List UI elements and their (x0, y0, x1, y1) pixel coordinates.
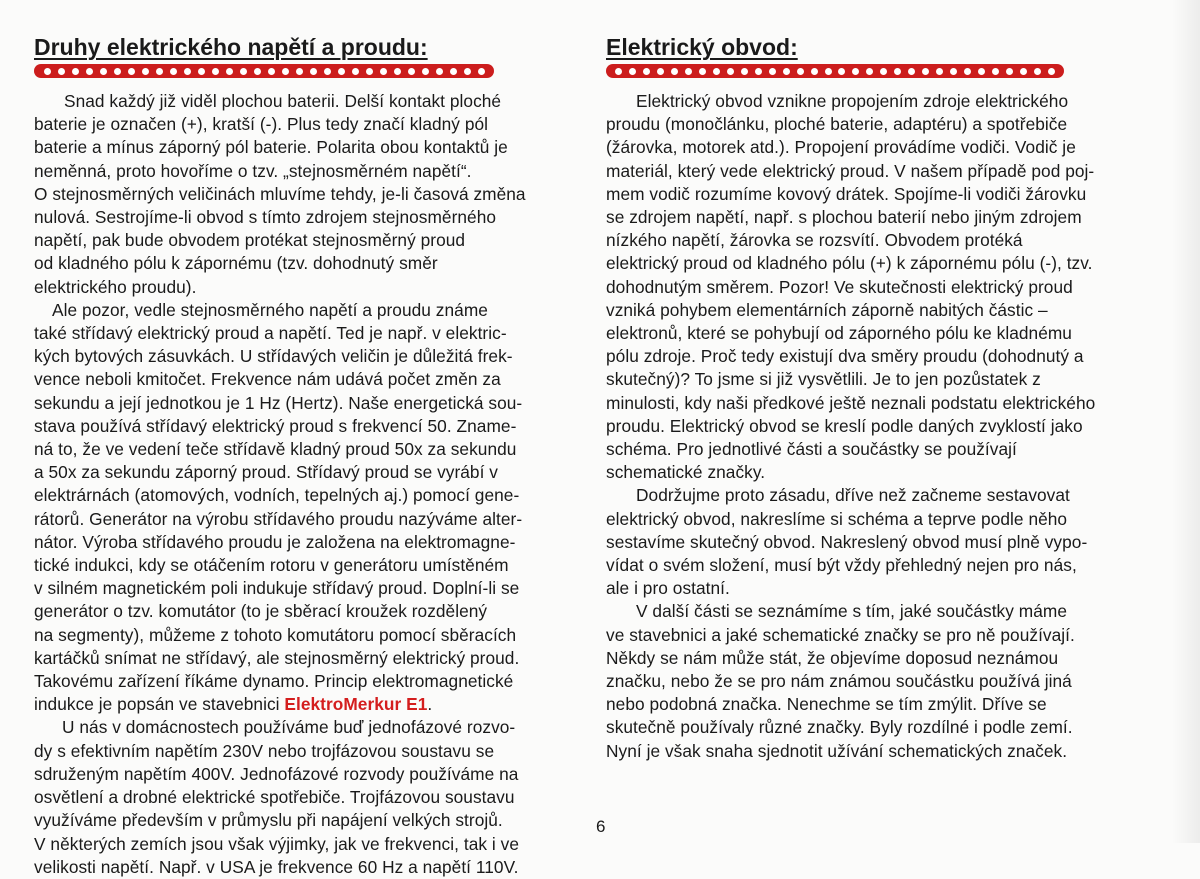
left-heading: Druhy elektrického napětí a proudu: (34, 34, 428, 60)
paragraph-line: vídat o svém složení, musí být vždy přehledný nejen pro nás, (606, 555, 1077, 576)
paragraph-line: dy s efektivním napětím 230V nebo trojfázovou soustavu se (34, 740, 495, 761)
paragraph-line: také střídavý elektrický proud a napětí. Ted je např. v elektric- (34, 323, 507, 344)
paragraph-line: nebo podobná značka. Nenechme se tím zmýlit. Dříve se (606, 694, 1047, 715)
divider-dot (936, 68, 943, 75)
divider-dot (657, 68, 664, 75)
divider-dot (713, 68, 720, 75)
divider-dot (769, 68, 776, 75)
divider-dot (128, 68, 135, 75)
divider-dot (58, 68, 65, 75)
divider-dot (394, 68, 401, 75)
divider-dot (184, 68, 191, 75)
divider-dot (142, 68, 149, 75)
divider-dot (908, 68, 915, 75)
divider-dot (894, 68, 901, 75)
divider-dot (992, 68, 999, 75)
paragraph-line: elektrický proud od kladného pólu (+) k zápornému pólu (-), tzv. (606, 253, 1093, 274)
paragraph-line: skutečně používaly různé značky. Byly rozdílné i podle zemí. (606, 717, 1073, 738)
divider-dot (282, 68, 289, 75)
paragraph-line (34, 693, 526, 716)
paragraph-line: baterie je označen (+), kratší (-). Plus tedy značí kladný pól (34, 114, 489, 135)
divider-dot (44, 68, 51, 75)
paragraph-line: generátor o tzv. komutátor (to je sběrací kroužek rozdělený (34, 601, 488, 622)
divider-dot (964, 68, 971, 75)
divider-dot (170, 68, 177, 75)
divider-dot (838, 68, 845, 75)
line-text: indukce je popsán ve stavebnici (34, 694, 285, 715)
divider-dot (296, 68, 303, 75)
divider-dot (268, 68, 275, 75)
divider-dot (212, 68, 219, 75)
divider-dot (950, 68, 957, 75)
paragraph-line: sekundu a její jednotkou je 1 Hz (Hertz). Naše energetická sou- (34, 392, 523, 413)
left-body-text (34, 90, 526, 879)
paragraph-line: rátorů. Generátor na výrobu střídavého proudu nazýváme alter- (34, 508, 523, 529)
paragraph-line: ale i pro ostatní. (606, 578, 730, 599)
divider-dot (741, 68, 748, 75)
paragraph-line: kartáčků snímat ne střídavý, ale stejnosměrný elektrický proud. (34, 647, 520, 668)
paragraph-line: V některých zemích jsou však výjimky, jak ve frekvenci, tak i ve (34, 833, 519, 854)
paragraph-line: se zdrojem napětí, např. s plochou baterií nebo jiným zdrojem (606, 207, 1082, 228)
divider-dot (100, 68, 107, 75)
paragraph-line: materiál, který vede elektrický proud. V našem případě pod poj- (606, 160, 1095, 181)
paragraph-line: proudu (monočlánku, ploché baterie, adaptéru) a spotřebiče (606, 114, 1068, 135)
paragraph-line: V další části se seznámíme s tím, jaké součástky máme (636, 601, 1067, 622)
paragraph-line: nízkého napětí, žárovka se rozsvítí. Obvodem protéká (606, 230, 1023, 251)
paragraph-line: využíváme především v průmyslu při napájení velkých strojů. (34, 810, 503, 831)
divider-dot (1048, 68, 1055, 75)
divider-dot (408, 68, 415, 75)
paragraph-line: mem vodič rozumíme kovový drátek. Spojíme-li vodiči žárovku (606, 183, 1087, 204)
paragraph-line: stava používá střídavý elektrický proud s frekvencí 50. Zname- (34, 415, 517, 436)
divider-dot (86, 68, 93, 75)
page-number: 6 (596, 817, 606, 836)
divider-dot (72, 68, 79, 75)
divider-dot (254, 68, 261, 75)
paragraph-line: vzniká pohybem elementárních záporně nabitých částic – (606, 299, 1048, 320)
divider-dot (685, 68, 692, 75)
paragraph-line: sestavíme skutečný obvod. Nakreslený obvod musí plně vypo- (606, 531, 1088, 552)
right-dotted-divider (606, 64, 1064, 78)
paragraph-line: proudu. Elektrický obvod se kreslí podle daných zvyklostí jako (606, 415, 1083, 436)
divider-dot (156, 68, 163, 75)
divider-dot (436, 68, 443, 75)
right-body-text (606, 90, 1095, 763)
divider-dot (366, 68, 373, 75)
brand-name: ElektroMerkur E1 (284, 694, 428, 715)
paragraph-line: nulová. Sestrojíme-li obvod s tímto zdrojem stejnosměrného (34, 207, 497, 228)
paragraph-line: Někdy se nám může stát, že objevíme doposud neznámou (606, 647, 1059, 668)
divider-dot (464, 68, 471, 75)
paragraph-line: napětí, pak bude obvodem protékat stejnosměrný proud (34, 230, 466, 251)
divider-dot (240, 68, 247, 75)
paragraph-line: skutečný)? To jsme si již vysvětlili. Je to jen pozůstatek z (606, 369, 1041, 390)
divider-dot (811, 68, 818, 75)
paragraph-line: sdruženým napětím 400V. Jednofázové rozvody používáme na (34, 763, 519, 784)
paragraph-line: Snad každý již viděl plochou baterii. Delší kontakt ploché (64, 91, 502, 111)
divider-dot (380, 68, 387, 75)
paragraph-line: elektrický obvod, nakreslíme si schéma a teprve podle něho (606, 508, 1068, 529)
divider-dot (198, 68, 205, 75)
divider-dot (1020, 68, 1027, 75)
paragraph-line: na segmenty), můžeme z tohoto komutátoru pomocí sběracích (34, 624, 517, 645)
paragraph-line: (žárovka, motorek atd.). Propojení provádíme vodiči. Vodič je (606, 137, 1076, 158)
paragraph-line: dohodnutým směrem. Pozor! Ve skutečnosti elektrický proud (606, 276, 1073, 297)
paragraph-line: Takovému zařízení říkáme dynamo. Princip elektromagnetické (34, 671, 514, 692)
divider-dot (825, 68, 832, 75)
divider-dot (755, 68, 762, 75)
divider-dot (797, 68, 804, 75)
divider-dot (880, 68, 887, 75)
paragraph-line: neměnná, proto hovoříme o tzv. „stejnosměrném napětí“. (34, 160, 472, 181)
paragraph-line: nátor. Výroba střídavého proudu je založena na elektromagne- (34, 531, 516, 552)
paragraph-line: ve stavebnici a jaké schematické značky se pro ně používají. (606, 624, 1075, 645)
paragraph-line: vence neboli kmitočet. Frekvence nám udává počet změn za (34, 369, 501, 390)
divider-dot (922, 68, 929, 75)
divider-dot (1034, 68, 1041, 75)
paragraph-line: ná to, že ve vedení teče střídavě kladný proud 50x za sekundu (34, 439, 517, 460)
divider-dot (866, 68, 873, 75)
divider-dot (338, 68, 345, 75)
paragraph-line: osvětlení a drobné elektrické spotřebiče. Trojfázovou soustavu (34, 787, 515, 808)
divider-dot (114, 68, 121, 75)
divider-dot (352, 68, 359, 75)
paragraph-line: kých bytových zásuvkách. U střídavých veličin je důležitá frek- (34, 346, 513, 367)
divider-dot (671, 68, 678, 75)
paragraph-line: velikosti napětí. Např. v USA je frekvence 60 Hz a napětí 110V. (34, 856, 519, 877)
divider-dot (310, 68, 317, 75)
paragraph-line: Dodržujme proto zásadu, dříve než začneme sestavovat (636, 485, 1070, 506)
left-dotted-divider (34, 64, 494, 78)
line-end: . (427, 694, 433, 715)
paragraph-line: pólu zdroje. Proč tedy existují dva směry proudu (dohodnutý a (606, 346, 1084, 367)
right-heading: Elektrický obvod: (606, 34, 798, 60)
paragraph-line: elektronů, které se pohybují od záporného pólu ke kladnému (606, 323, 1072, 344)
divider-dot (643, 68, 650, 75)
divider-dot (324, 68, 331, 75)
paragraph-line: elektrického proudu). (34, 276, 197, 297)
paragraph-line: elektrárnách (atomových, vodních, tepelných aj.) pomocí gene- (34, 485, 520, 506)
paragraph-line: schéma. Pro jednotlivé části a součástky se používají (606, 439, 1017, 460)
divider-dot (422, 68, 429, 75)
paragraph-line: U nás v domácnostech používáme buď jednofázové rozvo- (62, 717, 516, 738)
paragraph-line: Nyní je však snaha sjednotit užívání schematických značek. (606, 740, 1068, 761)
divider-dot (1006, 68, 1013, 75)
paragraph-line: značku, nebo že se pro nám známou součástku používá jiná (606, 671, 1072, 692)
paragraph-line: tické indukci, kdy se otáčením rotoru v generátoru umístěném (34, 555, 509, 576)
paragraph-line: od kladného pólu k zápornému (tzv. dohodnutý směr (34, 253, 438, 274)
divider-dot (615, 68, 622, 75)
divider-dot (699, 68, 706, 75)
paragraph-line: v silném magnetickém poli indukuje střídavý proud. Doplní-li se (34, 578, 520, 599)
divider-dot (852, 68, 859, 75)
page-edge-shadow (1172, 0, 1200, 843)
divider-dot (783, 68, 790, 75)
paragraph-line: baterie a mínus záporný pól baterie. Polarita obou kontaktů je (34, 137, 508, 158)
paragraph-line: O stejnosměrných veličinách mluvíme tehdy, je-li časová změna (34, 183, 526, 204)
divider-dot (478, 68, 485, 75)
divider-dot (450, 68, 457, 75)
divider-dot (226, 68, 233, 75)
paragraph-line: schematické značky. (606, 462, 766, 483)
divider-dot (978, 68, 985, 75)
paragraph-line: Elektrický obvod vznikne propojením zdroje elektrického (636, 91, 1069, 111)
divider-dot (629, 68, 636, 75)
paragraph-line: Ale pozor, vedle stejnosměrného napětí a proudu známe (52, 299, 488, 320)
paragraph-line: a 50x za sekundu záporný proud. Střídavý proud se vyrábí v (34, 462, 498, 483)
paragraph-line: minulosti, kdy naši předkové ještě neznali podstatu elektrického (606, 392, 1096, 413)
divider-dot (727, 68, 734, 75)
